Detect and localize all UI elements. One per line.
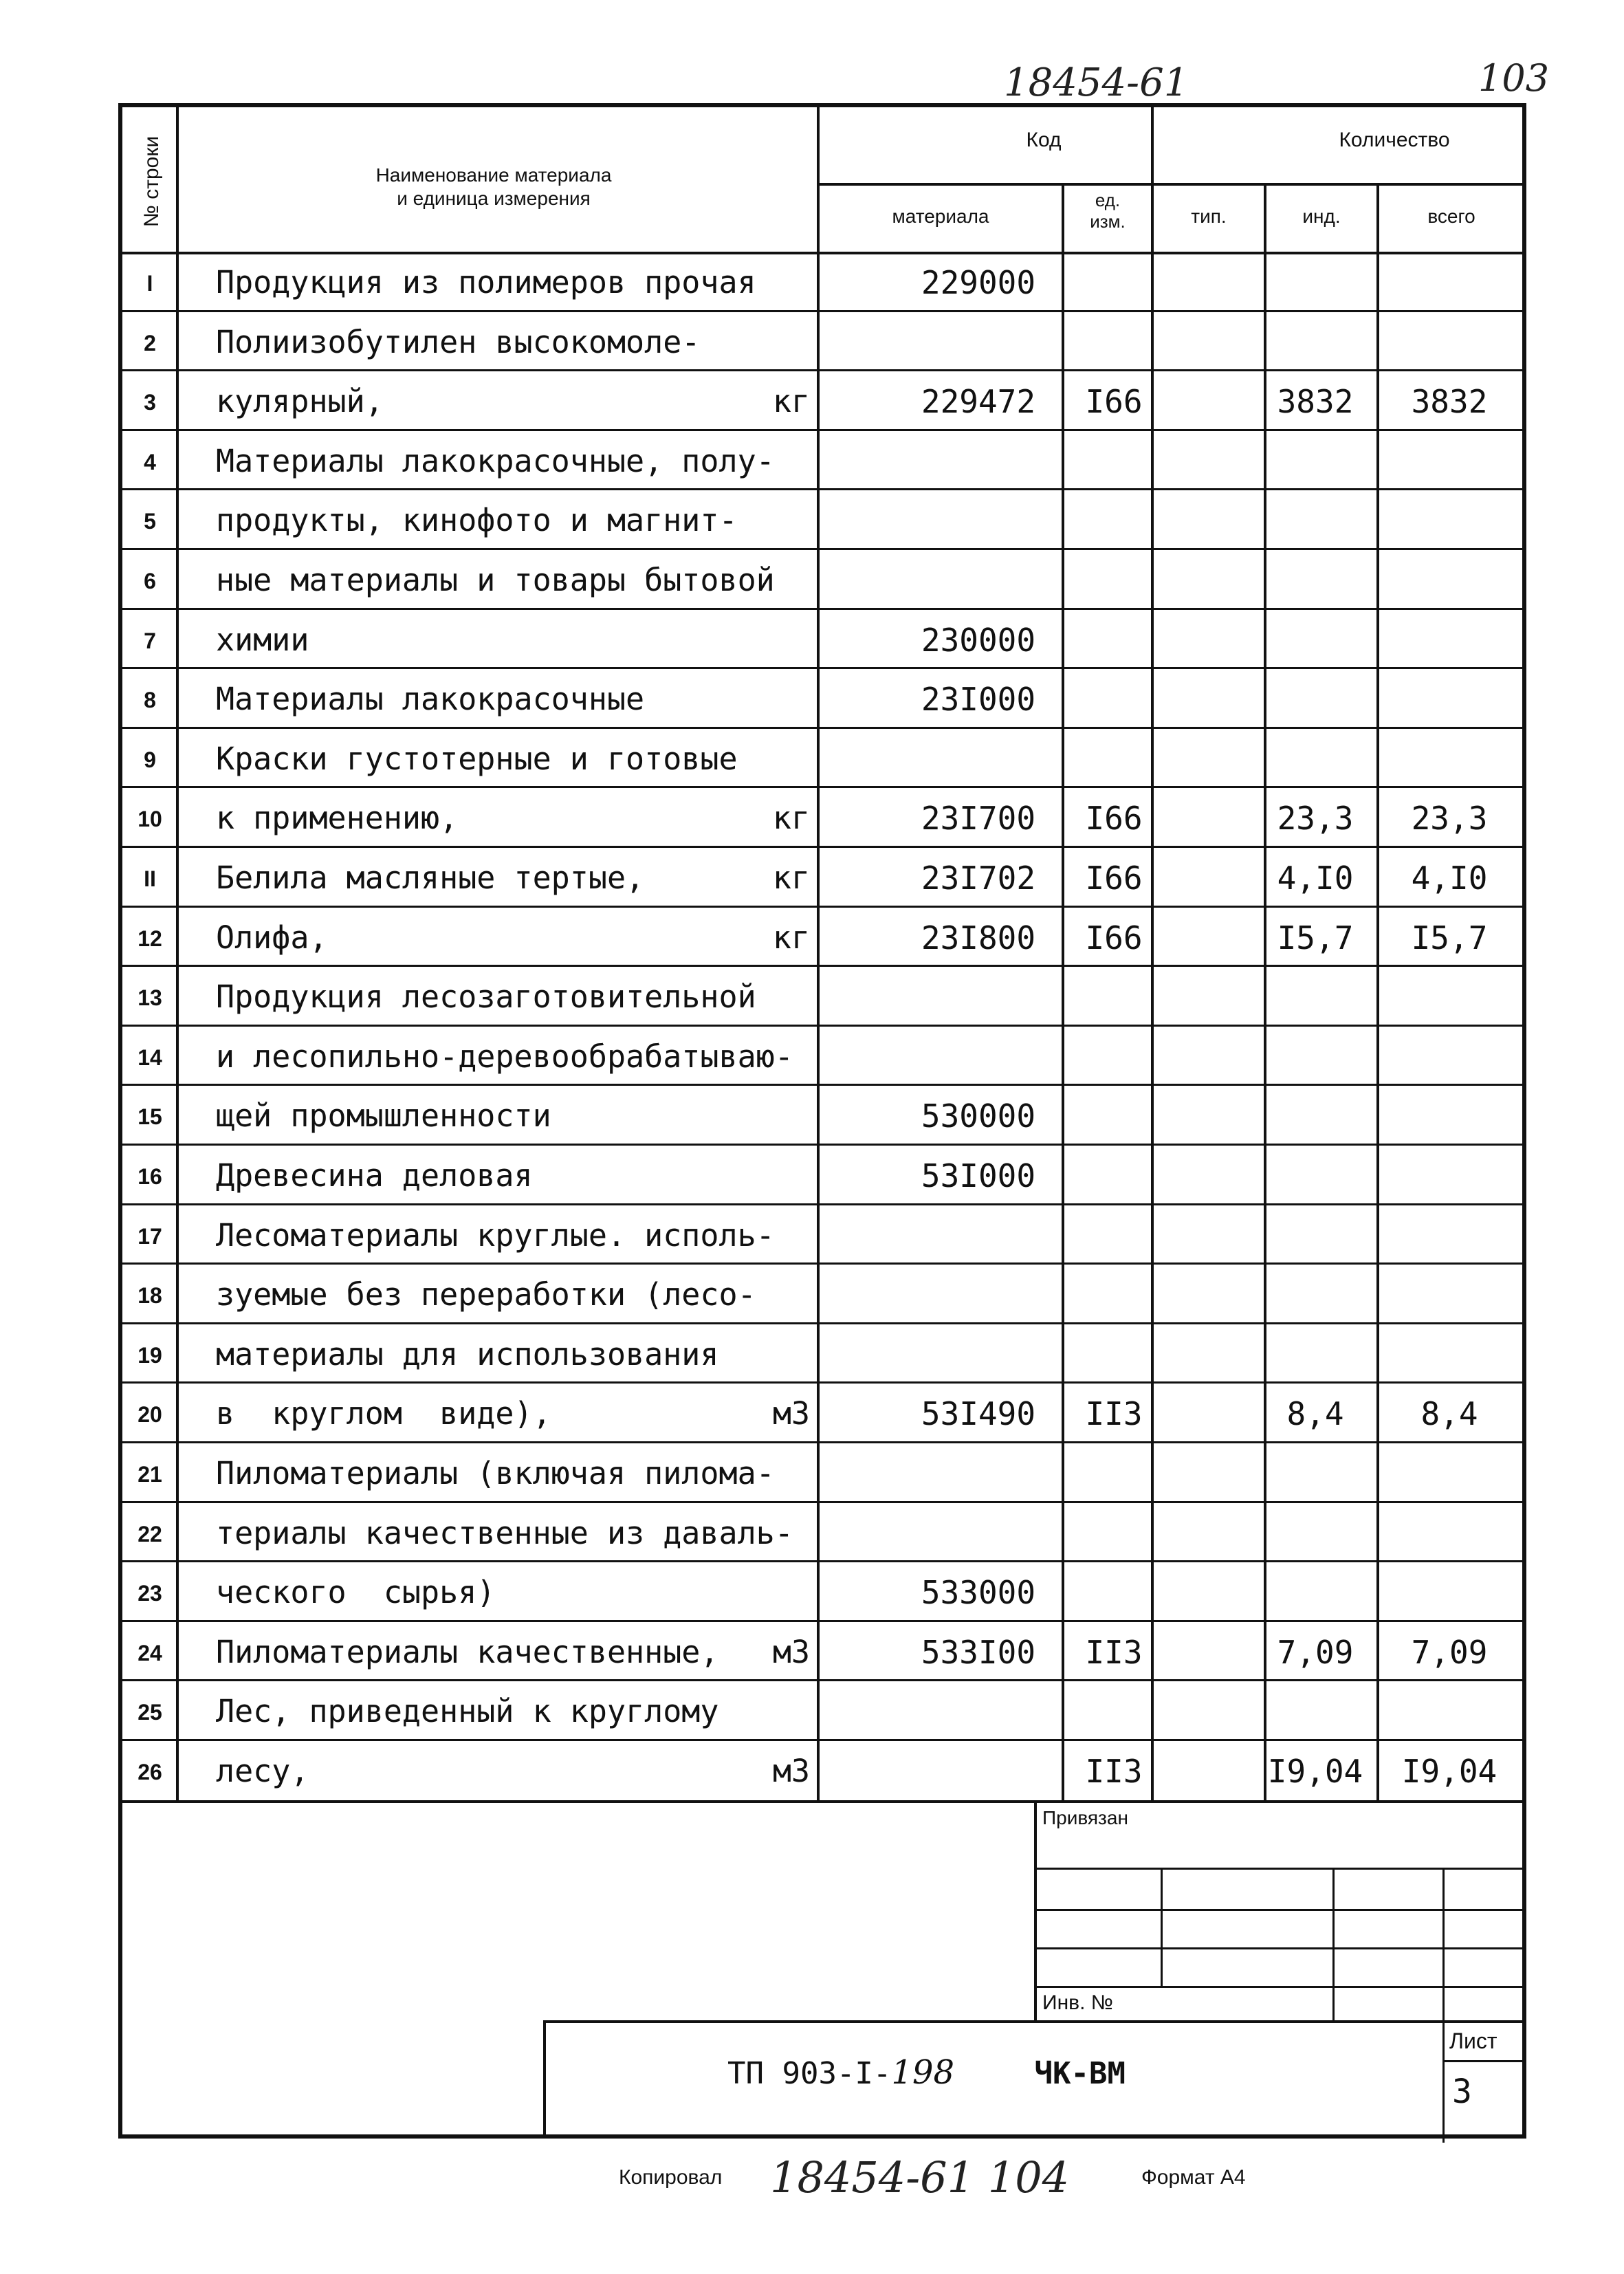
row-number: 8 [144,688,156,713]
row-number: 19 [138,1342,162,1368]
stamp-doc-code-handwritten: 198 [891,2053,955,2092]
material-name: Лесоматериалы круглые. исполь- [216,1216,775,1254]
material-name: Продукция из полимеров прочая [216,264,756,300]
material-code: 530000 [921,1097,1036,1135]
quantity-ind: I5,7 [1277,919,1354,956]
material-code: 533I00 [921,1633,1036,1671]
quantity-ind: 8,4 [1286,1395,1344,1433]
table-row [122,728,1526,788]
material-name: Материалы лакокрасочные [216,681,645,718]
footer-copied: Копировал [619,2166,723,2189]
row-number: 20 [138,1402,162,1428]
stamp-doc-code [727,2053,1126,2092]
quantity-ind: I9,04 [1267,1753,1363,1790]
row-number: 7 [144,628,156,653]
material-code: 533000 [921,1574,1036,1612]
table-row [122,1383,1526,1443]
row-number: 2 [144,330,156,356]
row-number: 9 [144,747,156,772]
row-number: 23 [138,1581,162,1606]
table-row [122,1324,1526,1384]
stamp-line-4 [1034,1986,1526,1988]
material-name: Белила масляные тертые, [216,860,645,896]
table-row [122,1264,1526,1324]
unit-code: II3 [1085,1753,1143,1790]
material-name: ческого сырья) [216,1574,496,1611]
row-number: 14 [138,1045,162,1070]
table-row [122,1562,1526,1621]
quantity-total: 4,I0 [1411,860,1488,897]
material-code: 23I000 [921,681,1036,719]
table-sheet [118,103,1526,2139]
material-name: Лес, приведенный к круглому [216,1693,719,1730]
material-name: Пиломатериалы качественные, [216,1633,719,1670]
header-code: Код [1026,129,1062,151]
stamp-doc-suffix: ЧК-ВМ [1034,2056,1126,2091]
stamp-privyazan: Привязан [1042,1807,1128,1828]
footer-copied-handwritten: 18454-61 104 [770,2152,1070,2202]
material-code: 229472 [921,383,1036,421]
header-name: Наименование материала и единица измерения [375,164,612,209]
quantity-ind: 7,09 [1277,1633,1354,1671]
row-number: 5 [144,509,156,534]
quantity-total: I9,04 [1401,1753,1497,1790]
table-row [122,490,1526,549]
row-number: 24 [138,1640,162,1665]
material-name: Пиломатериалы (включая пилома- [216,1455,775,1491]
row-number: 26 [138,1760,162,1784]
row-number: 12 [138,926,162,951]
stamp-line-3 [1034,1947,1526,1949]
table-row [122,549,1526,609]
material-name: Древесина деловая [216,1157,533,1194]
table-row [122,1026,1526,1086]
material-code: 230000 [921,621,1036,659]
material-code: 23I700 [921,800,1036,838]
row-number: 22 [138,1521,162,1546]
table-row [122,1443,1526,1502]
row-number: 13 [138,985,162,1011]
material-name: кулярный, [216,383,384,420]
material-code: 23I702 [921,860,1036,897]
material-name: Олифа, [216,919,328,956]
header-row-no: № строки [140,135,163,228]
unit-code: I66 [1085,800,1143,838]
row-number: 3 [144,390,156,415]
row-number: 6 [144,569,156,593]
material-name: ные материалы и товары бытовой [216,562,775,598]
top-handwritten-number: 18454-61 [1004,61,1189,105]
material-name: щей промышленности [216,1097,551,1135]
material-name: продукты, кинофото и магнит- [216,502,738,539]
material-code: 53I490 [921,1395,1036,1433]
material-name: материалы для использования [216,1335,719,1373]
header-quantity: Количество [1339,129,1450,151]
row-number: 21 [138,1462,162,1487]
row-number: 15 [138,1104,162,1130]
unit-label: кг [772,860,810,896]
material-code: 53I000 [921,1157,1036,1194]
row-number: 17 [138,1223,162,1249]
table-row [122,252,1526,311]
stamp-title-left [543,2020,546,2139]
stamp-grid-v3 [1442,1868,1445,2143]
row-number: 16 [138,1164,162,1189]
quantity-total: 23,3 [1411,800,1488,838]
quantity-ind: 3832 [1277,383,1354,421]
stamp-line-1 [1034,1868,1526,1870]
unit-label: кг [772,800,810,837]
quantity-total: 3832 [1411,383,1488,421]
quantity-ind: 23,3 [1277,800,1354,838]
table-row [122,311,1526,371]
unit-label: кг [772,919,810,956]
unit-code: I66 [1085,860,1143,897]
material-name: Краски густотерные и готовые [216,740,738,777]
material-name: и лесопильно-деревообрабатываю- [216,1038,793,1075]
stamp-doc-code-printed: ТП 903-I- [727,2056,892,2091]
table-row [122,1621,1526,1681]
table-row [122,1085,1526,1145]
table-row [122,966,1526,1026]
table-row [122,1502,1526,1562]
page-number: 103 [1478,56,1550,100]
row-number: 18 [138,1283,162,1309]
quantity-total: 7,09 [1411,1633,1488,1671]
table-row [122,1145,1526,1205]
stamp-line-2 [1034,1909,1526,1911]
table-row [122,1681,1526,1740]
header-unit-code: ед. изм. [1090,190,1126,232]
quantity-ind: 4,I0 [1277,860,1354,897]
row-number: 10 [138,807,162,832]
stamp-title-top [543,2020,1526,2023]
unit-code: II3 [1085,1395,1143,1433]
material-code: 229000 [921,264,1036,301]
row-number: 4 [144,449,156,474]
stamp-grid-v1 [1161,1868,1163,1986]
material-name: Продукция лесозаготовительной [216,979,756,1016]
table-row [122,787,1526,847]
table-row [122,371,1526,430]
unit-code: I66 [1085,383,1143,421]
table-row [122,609,1526,669]
footer-format: Формат А4 [1141,2166,1246,2189]
header-mid-line [817,183,1526,186]
material-name: химии [216,621,309,658]
material-name: Материалы лакокрасочные, полу- [216,442,775,479]
stamp-grid-v2 [1332,1868,1335,2020]
unit-label: м3 [772,1633,810,1670]
table-row [122,430,1526,490]
material-name: к применению, [216,800,459,837]
material-name: Полиизобутилен высокомоле- [216,323,701,360]
stamp-sheet-number: 3 [1452,2073,1472,2111]
unit-label: м3 [772,1395,810,1432]
unit-label: кг [772,383,810,420]
material-name: териалы качественные из даваль- [216,1514,793,1551]
table-row [122,1205,1526,1265]
table-row [122,907,1526,967]
material-code: 23I800 [921,919,1036,956]
stamp-inv-no: Инв. № [1042,1991,1113,2014]
table-bottom-line [122,1800,1526,1803]
material-name: в круглом виде), [216,1395,551,1432]
unit-label: м3 [772,1753,810,1789]
material-name: лесу, [216,1753,309,1789]
table-row [122,847,1526,907]
unit-code: II3 [1085,1633,1143,1671]
stamp-sheet-line [1442,2060,1526,2062]
row-number: 25 [138,1700,162,1725]
header-total: всего [1427,206,1475,227]
material-name: зуемые без переработки (лесо- [216,1276,756,1313]
header-ind: инд. [1302,206,1341,227]
header-material: материала [892,206,989,227]
unit-code: I66 [1085,919,1143,956]
table-row [122,668,1526,728]
row-number: I [146,271,153,296]
header-typ: тип. [1191,206,1227,227]
quantity-total: 8,4 [1420,1395,1478,1433]
row-number: II [144,866,156,891]
quantity-total: I5,7 [1411,919,1488,956]
table-row [122,1740,1526,1800]
stamp-sheet-label: Лист [1449,2029,1497,2053]
